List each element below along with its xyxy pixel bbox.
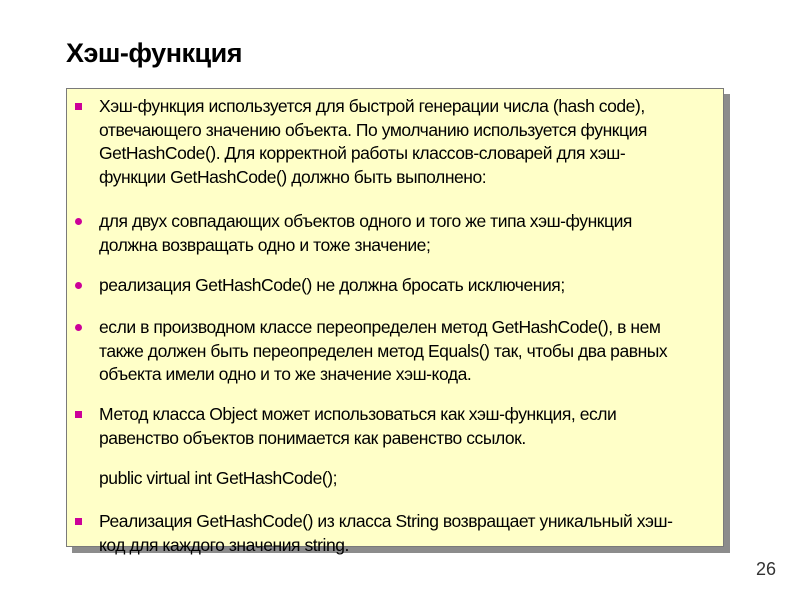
text-line: объекта имели одно и то же значение хэш-кода.	[99, 364, 472, 384]
square-bullet-icon	[75, 411, 82, 418]
text-line: также должен быть переопределен метод Equals() так, чтобы два равных	[99, 340, 668, 361]
text-line: Метод класса Object может использоваться как хэш-функция, если	[99, 404, 617, 424]
list-item-text	[99, 403, 731, 450]
square-bullet-icon	[75, 518, 82, 525]
square-bullet-icon	[75, 103, 82, 110]
text-line: Реализация GetHashCode() из класса String возвращает уникальный хэш-	[99, 511, 673, 531]
text-line: для двух совпадающих объектов одного и того же типа хэш-функция	[99, 211, 632, 231]
list-item-text	[99, 510, 731, 557]
code-line	[99, 467, 731, 491]
text-line: функции GetHashCode() должно быть выполнено:	[99, 166, 487, 187]
text-line: реализация GetHashCode() не должна бросать исключения;	[99, 275, 565, 295]
text-line: public virtual int GetHashCode();	[99, 468, 338, 488]
list-item-text	[99, 316, 731, 387]
slide-title: Хэш-функция	[66, 38, 242, 68]
text-line: GetHashCode(). Для корректной работы классов-словарей для хэш-	[99, 143, 626, 163]
round-bullet-icon	[75, 218, 82, 225]
round-bullet-icon	[75, 282, 82, 289]
round-bullet-icon	[75, 324, 82, 331]
page-number: 26	[756, 559, 777, 579]
text-line: если в производном классе переопределен метод GetHashCode(), в нем	[99, 317, 661, 337]
content-box	[66, 88, 724, 555]
text-line: равенство объектов понимается как равенство ссылок.	[99, 427, 526, 448]
text-line: Хэш-функция используется для быстрой генерации числа (hash code),	[99, 96, 645, 116]
text-line: код для каждого значения string.	[99, 534, 349, 555]
list-item-text	[99, 274, 731, 298]
list-item-text	[99, 95, 731, 189]
text-line: должна возвращать одно и тоже значение;	[99, 234, 431, 255]
list-item-text	[99, 210, 731, 257]
text-line: отвечающего значению объекта. По умолчанию используется функция	[99, 119, 647, 140]
